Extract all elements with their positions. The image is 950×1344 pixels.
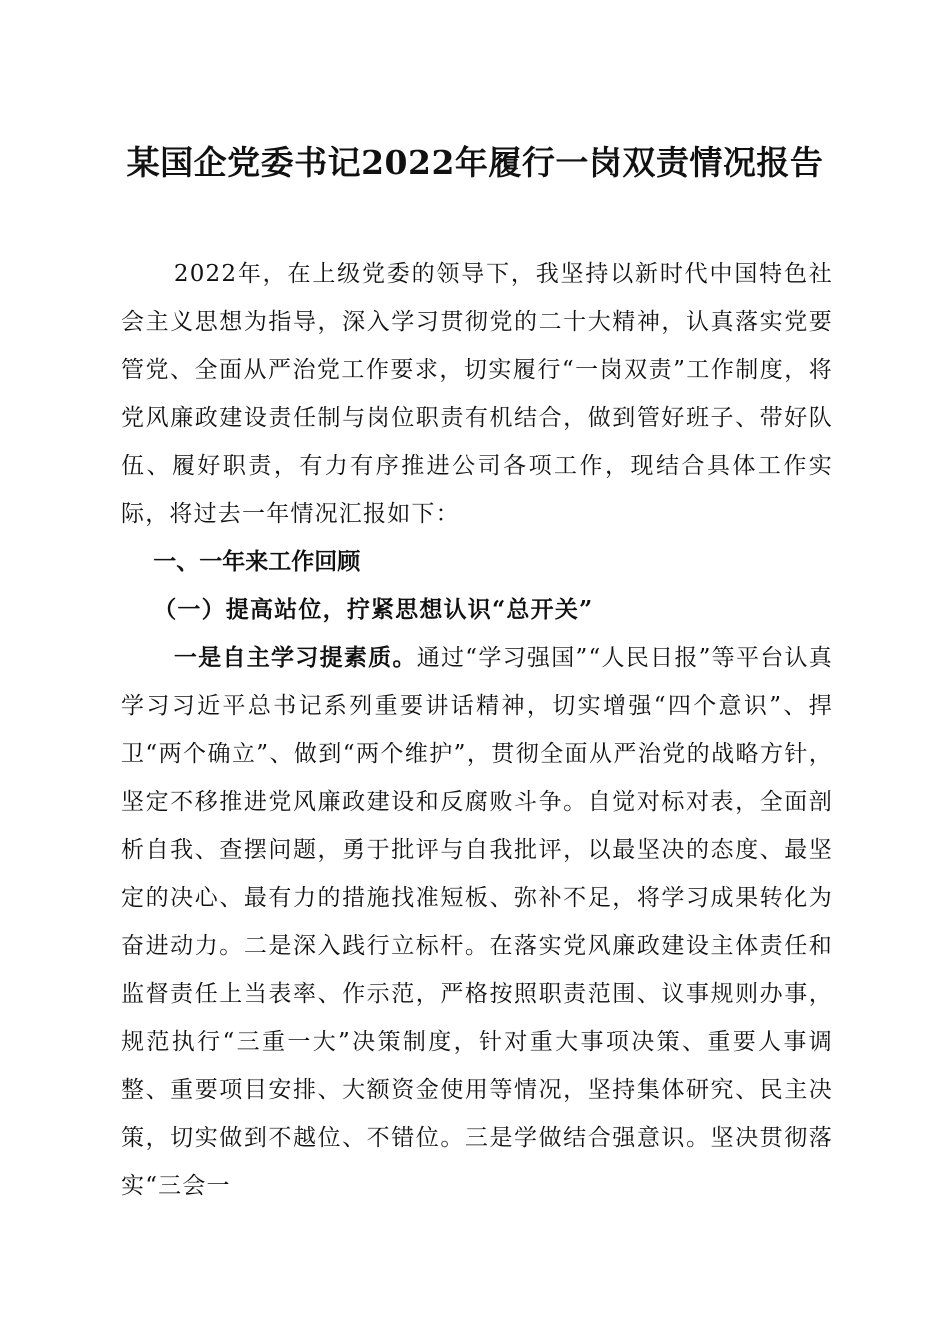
paragraph-text: 通过“学习强国”“人民日报”等平台认真学习习近平总书记系列重要讲话精神，切实增强“四个意识”、捍卫“两个确立”、做到“两个维护”，贯彻全面从严治党的战略方针，坚定不移推进党风廉政建设和反腐败斗争。自觉对标对表，全面剖析自我、查摆问题，勇于批评与自我批评，以最坚决的态度、最坚定的决心、最有力的措施找准短板、弥补不足，将学习成果转化为奋进动力。二是深入践行立标杆。在落实党风廉政建设主体责任和监督责任上当表率、作示范，严格按照职责范围、议事规则办事，规范执行“三重一大”决策制度，针对重大事项决策、重要人事调整、重要项目安排、大额资金使用等情况，坚持集体研究、民主决策，切实做到不越位、不错位。三是学做结合强意识。坚决贯彻落实“三会一 [121,645,833,1199]
intro-paragraph: 2022年，在上级党委的领导下，我坚持以新时代中国特色社会主义思想为指导，深入学习贯彻党的二十大精神，认真落实党要管党、全面从严治党工作要求，切实履行“一岗双责”工作制度，将党风廉政建设责任制与岗位职责有机结合，做到管好班子、带好队伍、履好职责，有力有序推进公司各项工作，现结合具体工作实际，将过去一年情况汇报如下： [121,261,833,527]
document-body [121,250,833,1210]
subsection-heading: （一）提高站位，拧紧思想认识“总开关” [153,596,594,623]
document-title: 某国企党委书记2022年履行一岗双责情况报告 [126,143,824,182]
paragraph-lead: 一是自主学习提素质。 [173,644,417,671]
section-heading: 一、一年来工作回顾 [153,549,361,575]
body-paragraph [121,634,833,1210]
